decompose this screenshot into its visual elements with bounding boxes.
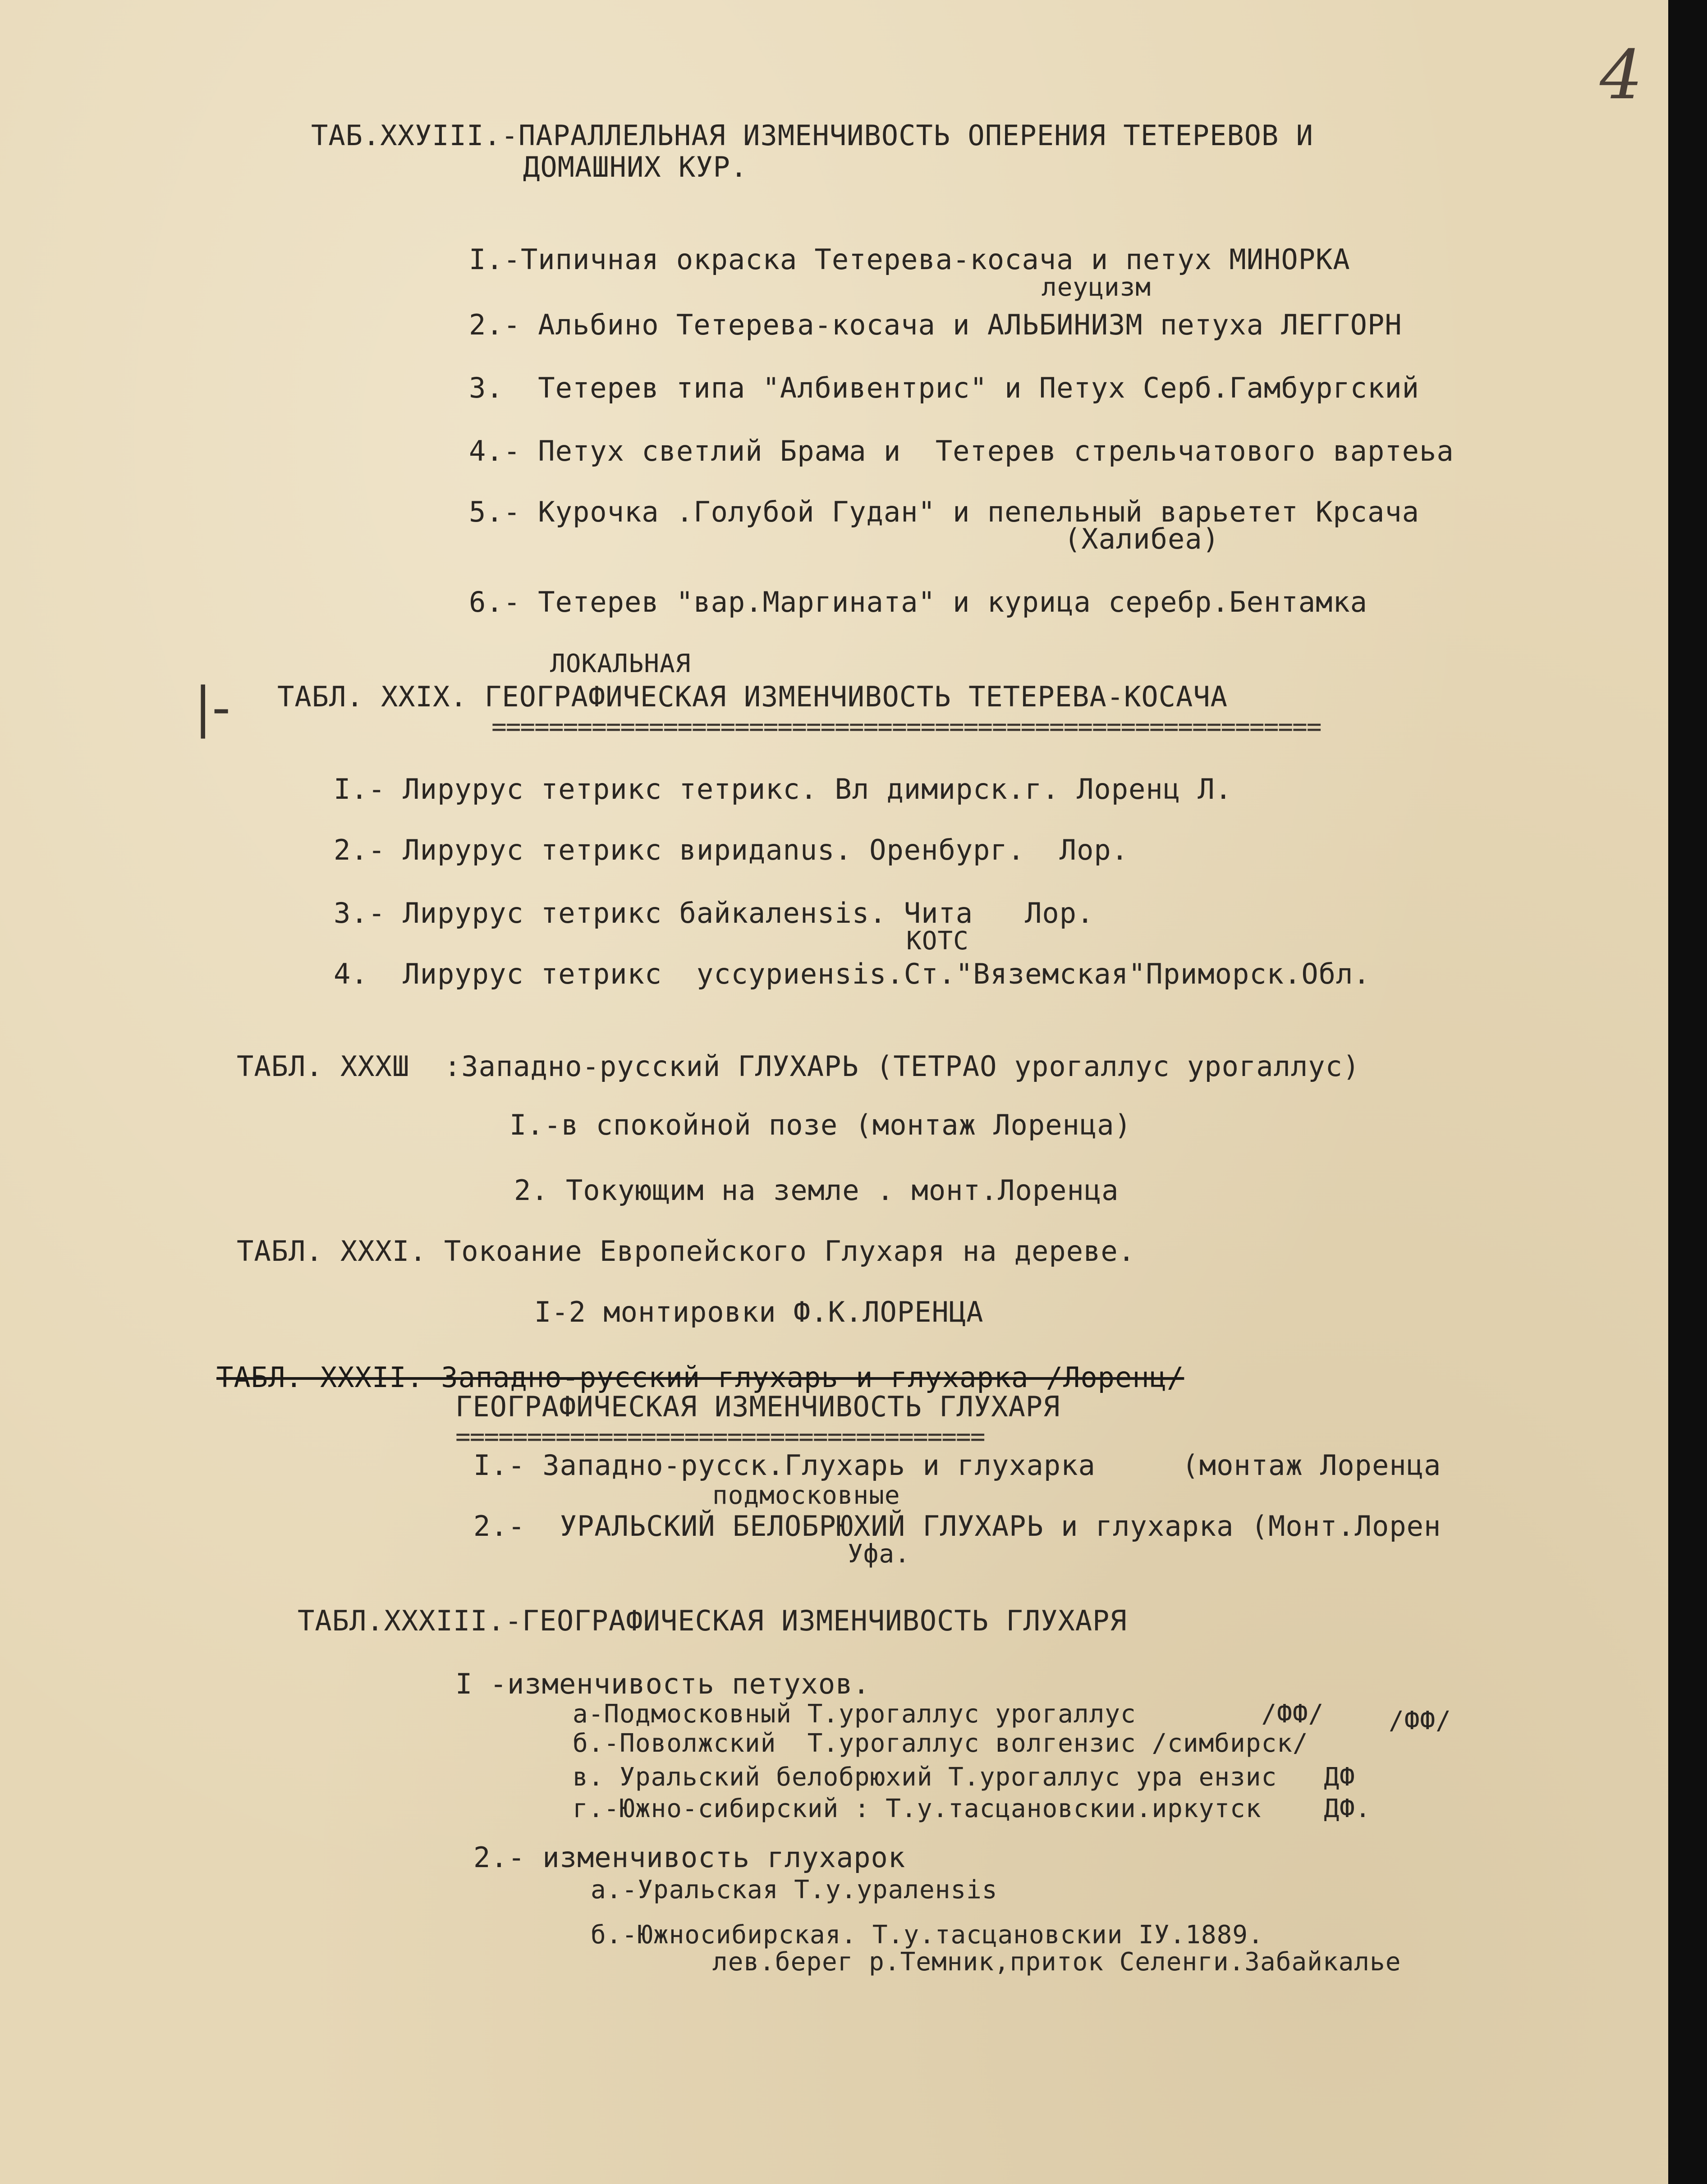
page-number: 4: [1600, 36, 1643, 114]
table-32-insert-ufa: Уфа.: [848, 1539, 910, 1569]
table-30-item-2: 2. Токующим на земле . монт.Лоренца: [514, 1174, 1119, 1207]
table-33-group-2-item-b-continued: лев.берег р.Темник,приток Селенги.Забайкалье: [712, 1947, 1401, 1977]
table-33-title: ТАБЛ.XXXIII.-ГЕОГРАФИЧЕСКАЯ ИЗМЕНЧИВОСТЬ ГЛУХАРЯ: [298, 1604, 1127, 1637]
table-32-struck-title: ТАБЛ. XXXII. Западно-русский глухарь и глухарка /Лоренц/: [216, 1361, 1184, 1394]
table-29-item-2: 2.- Лирурус тетрикс виридanus. Оренбург. Лор.: [334, 833, 1129, 866]
table-33-ff-mark: /ФФ/: [1389, 1706, 1451, 1735]
table-32-insert-podmosk: подмосковные: [712, 1481, 900, 1510]
table-33-group-1-item-v: в. Уральский белобрюхий Т.урогаллус ура ензис ДФ: [573, 1763, 1355, 1792]
table-29-item-1: I.- Лирурус тетрикс тетрикс. Вл димирск.г. Лоренц Л.: [334, 773, 1233, 806]
table-28-item-2: 2.- Альбино Тетерева-косача и АЛЬБИНИЗМ петуха ЛЕГГОРН: [469, 308, 1402, 341]
table-33-group-1-item-b: б.-Поволжский Т.урогаллус волгензис /симбирск/: [573, 1729, 1308, 1758]
table-29-title: ТАБЛ. XXIX. ГЕОГРАФИЧЕСКАЯ ИЗМЕНЧИВОСТЬ ТЕТЕРЕВА-КОСАЧА: [277, 680, 1228, 713]
table-32-item-2: 2.- УРАЛЬСКИЙ БЕЛОБРЮХИЙ ГЛУХАРЬ и глухарка (Монт.Лорен: [473, 1510, 1441, 1543]
table-33-group-1: I -изменчивость петухов.: [455, 1667, 870, 1700]
table-29-insert-kots: КОТС: [906, 926, 969, 956]
table-33-group-1-item-g: г.-Южно-сибирский : Т.у.тасцановскии.иркутск ДФ.: [573, 1794, 1371, 1823]
table-28-item-6: 6.- Тетерев "вар.Маргината" и курица серебр.Бентамка: [469, 586, 1368, 618]
table-32-underline: =====================================: [455, 1422, 985, 1451]
table-33-group-1-item-a: а-Подмосковный Т.урогаллус урогаллус /ФФ/: [573, 1699, 1324, 1729]
margin-mark: |-: [194, 676, 230, 739]
table-28-item-5-continued: (Халибеа): [1064, 522, 1220, 555]
scan-border: [1668, 0, 1707, 2184]
table-31-item-1: I-2 монтировки Ф.К.ЛОРЕНЦА: [534, 1296, 984, 1328]
table-28-title-line1: ТАБ.XXУIII.-ПАРАЛЛЕЛЬНАЯ ИЗМЕНЧИВОСТЬ ОПЕРЕНИЯ ТЕТЕРЕВОВ И: [311, 119, 1313, 152]
table-33-group-2-item-a: а.-Уральская Т.у.ураленsis: [591, 1875, 998, 1905]
table-30-item-1: I.-в спокойной позе (монтаж Лоренца): [509, 1108, 1132, 1141]
table-28-title-line2: ДОМАШНИХ КУР.: [523, 151, 748, 183]
table-29-item-4: 4. Лирурус тетрикс уссуриенsis.Ст."Вяземская"Приморск.Обл.: [334, 957, 1371, 990]
table-28-item-3: 3. Тетерев типа "Албивентрис" и Петух Серб.Гамбургский: [469, 371, 1419, 404]
table-28-item-5: 5.- Курочка .Голубой Гудан" и пепельный варьетет Крсача: [469, 495, 1419, 528]
table-28-insert-leucism: леуцизм: [1042, 273, 1152, 302]
table-30-title: ТАБЛ. XXXШ :Западно-русский ГЛУХАРЬ (ТЕТРАО урогаллус урогаллус): [237, 1050, 1360, 1083]
table-29-item-3: 3.- Лирурус тетрикс байкаленsis. Чита Лор.: [334, 897, 1094, 929]
table-31-title: ТАБЛ. XXXI. Токоание Европейского Глухаря на дереве.: [237, 1235, 1136, 1268]
table-32-title: ГЕОГРАФИЧЕСКАЯ ИЗМЕНЧИВОСТЬ ГЛУХАРЯ: [455, 1390, 1060, 1423]
table-33-group-2: 2.- изменчивость глухарок: [473, 1841, 906, 1874]
table-32-item-1: I.- Западно-русск.Глухарь и глухарка (монтаж Лоренца: [473, 1449, 1441, 1482]
table-28-item-4: 4.- Петух светлий Брама и Тетерев стрельчатового вартеьа: [469, 435, 1454, 467]
table-29-insert-local: ЛОКАЛЬНАЯ: [550, 649, 691, 678]
table-29-underline: ==========================================================: [491, 712, 1321, 742]
table-33-group-2-item-b: б.-Южносибирская. Т.у.тасцановскии IУ.1889.: [591, 1920, 1264, 1950]
table-28-item-1: I.-Типичная окраска Тетерева-косача и петух МИНОРКА: [469, 243, 1350, 276]
